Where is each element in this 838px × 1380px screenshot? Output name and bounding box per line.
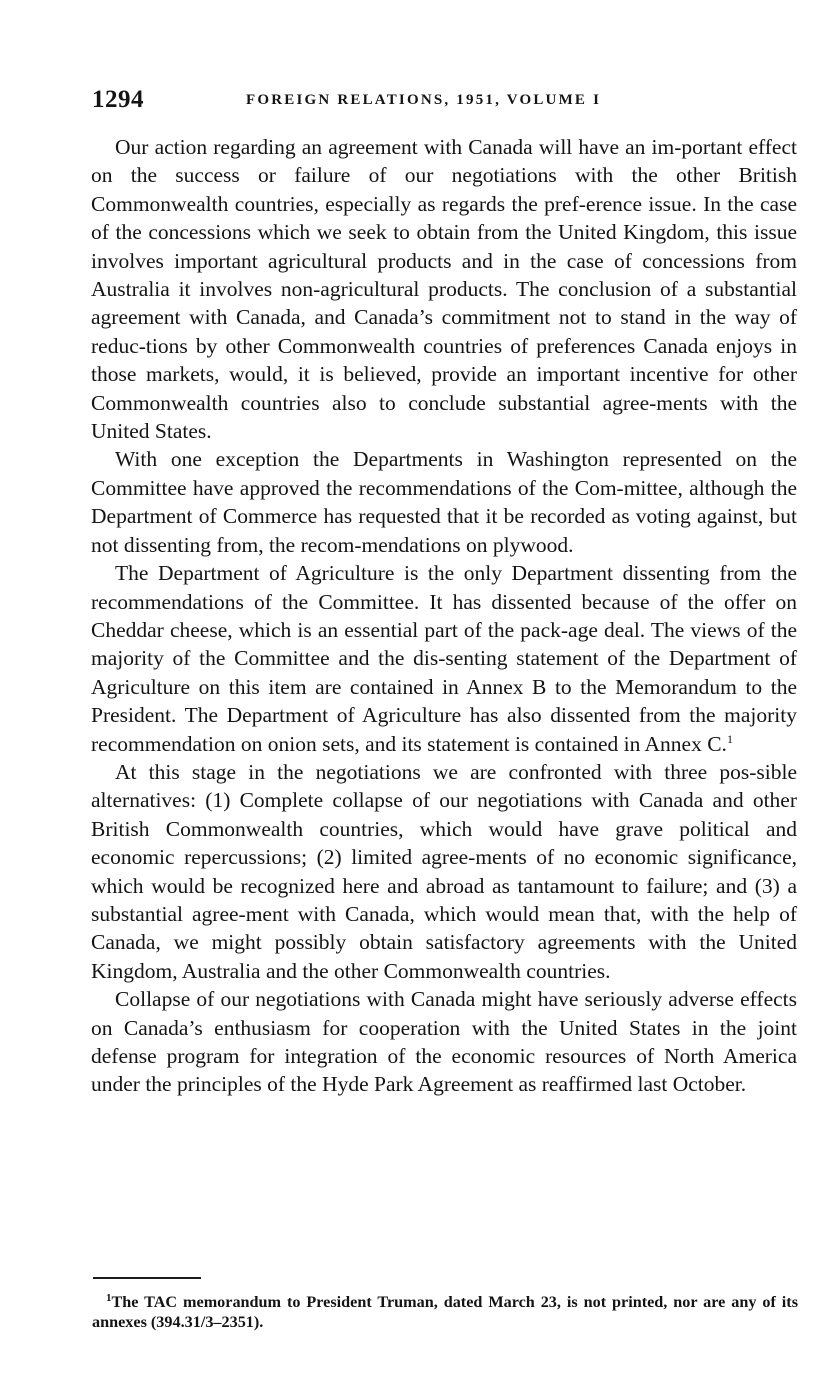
body-text bbox=[91, 133, 797, 1099]
paragraph: With one exception the Departments in Washington represented on the Committee have approved the recommendations of the Com-mittee, although the Department of Commerce has requested that it be recorded as voting against, but not dissenting from, the recom-mendations on plywood. bbox=[91, 447, 797, 557]
footnote-text: The TAC memorandum to President Truman, dated March 23, is not printed, nor are any of its annexes (394.31/3–2351). bbox=[92, 1293, 798, 1331]
running-head: FOREIGN RELATIONS, 1951, VOLUME I bbox=[246, 92, 602, 108]
footnote-reference[interactable]: 1 bbox=[726, 731, 733, 746]
page-number: 1294 bbox=[92, 86, 144, 113]
footnotes bbox=[92, 1292, 798, 1332]
paragraph-text: The Department of Agriculture is the only Department dissenting from the recommendations of the Committee. It has dissented because of the offer on Cheddar cheese, which is an essential part of the pack-age deal. The views of the majority of the Committee and the dis-senting statement of the Department of Agriculture on this item are contained in Annex B to the Memorandum to the President. The Department of Agriculture has also dissented from the majority recommendation on onion sets, and its statement is contained in Annex C. bbox=[91, 561, 797, 756]
paragraph: Collapse of our negotiations with Canada might have seriously adverse effects on Canada’s enthusiasm for cooperation with the United States in the joint defense program for integration of the economic resources of North America under the principles of the Hyde Park Agreement as reaffirmed last October. bbox=[91, 987, 797, 1097]
footnote-marker: 1 bbox=[106, 1292, 112, 1304]
footnote-divider bbox=[93, 1277, 201, 1279]
paragraph: Our action regarding an agreement with Canada will have an im-portant effect on the success or failure of our negotiations with the other British Commonwealth countries, especially as regards the pref-erence issue. In the case of the concessions which we seek to obtain from the United Kingdom, this issue involves important agricultural products and in the case of concessions from Australia it involves non-agricultural products. The conclusion of a substantial agreement with Canada, and Canada’s commitment not to stand in the way of reduc-tions by other Commonwealth countries of preferences Canada enjoys in those markets, would, it is believed, provide an important incentive for other Commonwealth countries also to conclude substantial agree-ments with the United States. bbox=[91, 135, 797, 444]
page-header bbox=[92, 86, 798, 120]
footnote bbox=[92, 1292, 798, 1332]
paragraph bbox=[91, 559, 797, 758]
paragraph: At this stage in the negotiations we are confronted with three pos-sible alternatives: (1) Complete collapse of our negotiations with Canada and other British Commonwealth countries, which would have grave political and economic repercussions; (2) limited agree-ments of no economic significance, which would be recognized here and abroad as tantamount to failure; and (3) a substantial agree-ment with Canada, which would mean that, with the help of Canada, we might possibly obtain satisfactory agreements with the United Kingdom, Australia and the other Commonwealth countries. bbox=[91, 759, 797, 983]
